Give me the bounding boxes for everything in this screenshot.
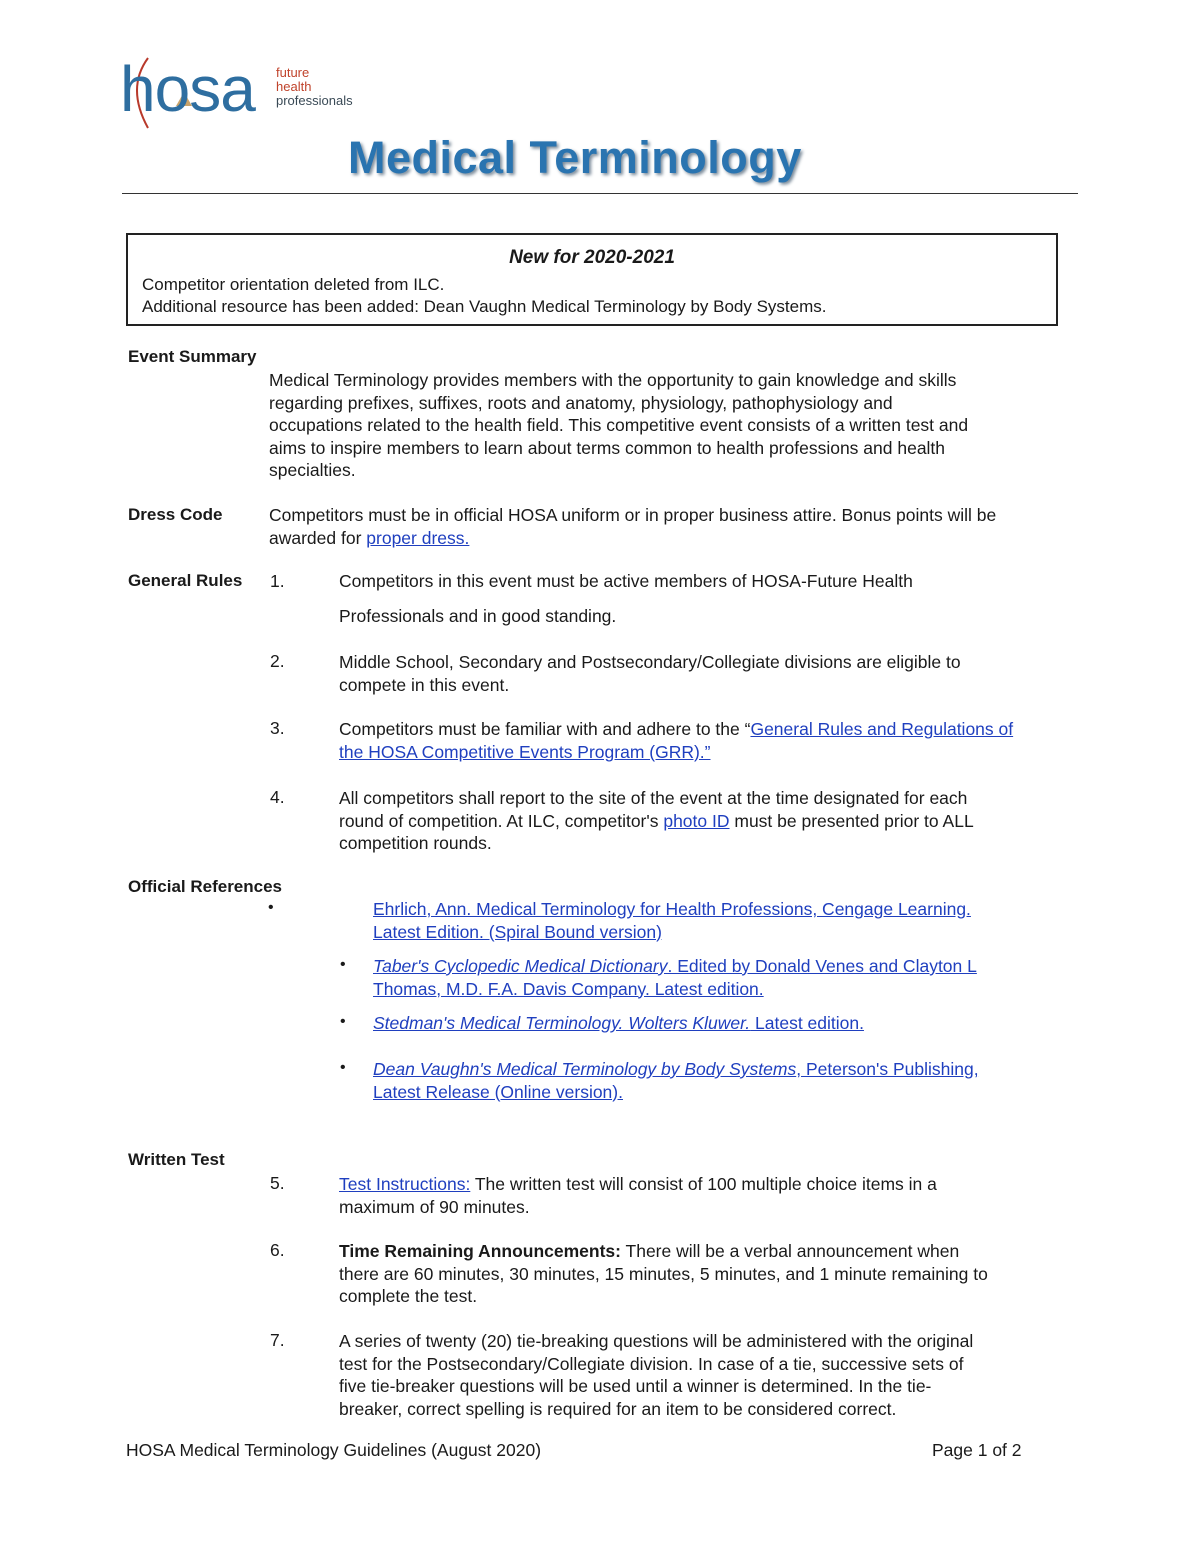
footer-left: HOSA Medical Terminology Guidelines (August 2020) bbox=[126, 1440, 542, 1460]
page-title: Medical Terminology bbox=[348, 132, 802, 183]
test-item-5: Test Instructions: The written test will consist of 100 multiple choice items in a maximum of 90 minutes. bbox=[339, 1174, 937, 1217]
rule-number: 2. bbox=[270, 651, 285, 671]
ehrlich-link-continued[interactable]: Latest Edition. (Spiral Bound version) bbox=[373, 921, 662, 942]
rule-number: 1. bbox=[270, 571, 285, 591]
new-box-line: Competitor orientation deleted from ILC. bbox=[142, 275, 445, 294]
reference-item bbox=[373, 955, 1073, 1000]
test-item-number: 7. bbox=[270, 1330, 285, 1350]
tabers-link-continued[interactable]: Thomas, M.D. F.A. Davis Company. Latest edition. bbox=[373, 978, 764, 999]
rule-item-4: All competitors shall report to the site of the event at the time designated for each round of competition. At ILC, competitor's photo ID must be presented prior to ALL competition rounds. bbox=[339, 788, 974, 853]
reference-item bbox=[373, 1012, 1073, 1035]
general-rules-label: General Rules bbox=[128, 571, 243, 590]
dean-vaughn-link[interactable]: Dean Vaughn's Medical Terminology by Body Systems, Peterson's Publishing, bbox=[373, 1059, 979, 1079]
rule-number: 4. bbox=[270, 787, 285, 807]
bullet-icon: • bbox=[268, 899, 274, 916]
tabers-link[interactable]: Taber's Cyclopedic Medical Dictionary. Edited by Donald Venes and Clayton L bbox=[373, 956, 977, 976]
test-item-number: 6. bbox=[270, 1240, 285, 1260]
rule-item-1-line: Competitors in this event must be active members of HOSA-Future Health bbox=[339, 571, 913, 591]
test-item-number: 5. bbox=[270, 1173, 285, 1193]
bullet-icon: • bbox=[340, 1013, 346, 1030]
rule-item-2: Middle School, Secondary and Postsecondary/Collegiate divisions are eligible to compete in this event. bbox=[339, 652, 961, 695]
dress-code-label: Dress Code bbox=[128, 505, 223, 524]
new-box-line: Additional resource has been added: Dean Vaughn Medical Terminology by Body Systems. bbox=[142, 297, 827, 316]
rule-number: 3. bbox=[270, 718, 285, 738]
bullet-icon: • bbox=[340, 956, 346, 973]
written-test-label: Written Test bbox=[128, 1150, 225, 1169]
new-for-box bbox=[126, 233, 1058, 326]
logo-wordmark: hosa bbox=[120, 53, 255, 125]
new-box-heading: New for 2020-2021 bbox=[509, 247, 675, 268]
logo-tagline: future health professionals bbox=[276, 65, 353, 108]
test-item-7: A series of twenty (20) tie-breaking questions will be administered with the original test for the Postsecondary/Collegiate division. In case of a tie, successive sets of five tie-breaker questions will be used until a winner is determined. In the tie- breaker, correct spelling is required for an item to be considered correct. bbox=[339, 1331, 974, 1419]
grr-link-continued[interactable]: the HOSA Competitive Events Program (GRR).” bbox=[339, 741, 711, 762]
ehrlich-link[interactable]: Ehrlich, Ann. Medical Terminology for Health Professions, Cengage Learning. bbox=[373, 899, 971, 919]
hosa-logo bbox=[118, 48, 368, 140]
event-summary-label: Event Summary bbox=[128, 347, 257, 366]
stedmans-link[interactable]: Stedman's Medical Terminology. Wolters Kluwer. Latest edition. bbox=[373, 1013, 864, 1033]
reference-item bbox=[373, 898, 1073, 943]
event-summary-text: Medical Terminology provides members with the opportunity to gain knowledge and skills regarding prefixes, suffixes, roots and anatomy, physiology, pathophysiology and occupations related to the health field. This competitive event consists of a written test and aims to inspire members to learn about terms common to health professions and health specialties. bbox=[269, 370, 969, 480]
title-divider bbox=[122, 193, 1078, 194]
rule-item-1-line: Professionals and in good standing. bbox=[339, 606, 617, 626]
official-references-label: Official References bbox=[128, 877, 283, 896]
rule-item-3: Competitors must be familiar with and adhere to the “General Rules and Regulations of the HOSA Competitive Events Program (GRR).” bbox=[339, 719, 1014, 762]
test-item-6: Time Remaining Announcements: There will be a verbal announcement when there are 60 minutes, 30 minutes, 15 minutes, 5 minutes, and 1 minute remaining to complete the test. bbox=[339, 1241, 988, 1306]
reference-item bbox=[373, 1058, 1073, 1103]
photo-id-link[interactable]: photo ID bbox=[663, 810, 730, 831]
page-number: Page 1 of 2 bbox=[932, 1440, 1022, 1460]
grr-link[interactable]: General Rules and Regulations of bbox=[750, 719, 1014, 739]
dean-vaughn-link-continued[interactable]: Latest Release (Online version). bbox=[373, 1081, 623, 1102]
bullet-icon: • bbox=[340, 1059, 346, 1076]
proper-dress-link[interactable]: proper dress. bbox=[366, 527, 470, 548]
test-instructions-link[interactable]: Test Instructions: bbox=[339, 1174, 471, 1194]
dress-code-text: Competitors must be in official HOSA uniform or in proper business attire. Bonus points will be awarded for proper dress. bbox=[269, 505, 997, 548]
